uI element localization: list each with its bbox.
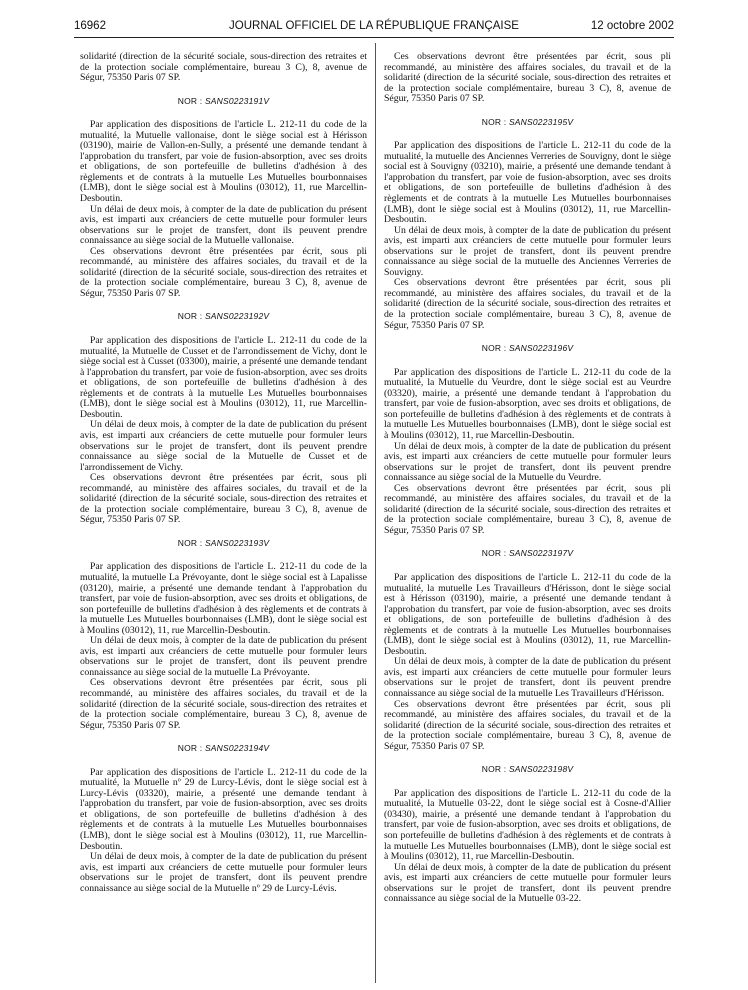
- notice-paragraph: Un délai de deux mois, à compter de la date de publication du présent avis, est imparti aux créanciers de cette mutuelle pour formuler leurs observations sur le projet de transfert, dont ils peuvent prendre connaissance au siège social de la Mutuelle 03-22.: [384, 861, 671, 905]
- notice-paragraph: Un délai de deux mois, à compter de la date de publication du présent avis, est imparti aux créanciers de cette mutuelle pour formuler leurs observations sur le projet de transfert, dont ils peuvent prendre connaissance au siège social de la mutuelle Les Travailleurs d'Hérisson.: [384, 656, 671, 699]
- nor-reference: [384, 764, 671, 775]
- nor-prefix: NOR :: [177, 95, 205, 106]
- nor-code: SANS0223195V: [508, 116, 574, 127]
- nor-reference: [384, 548, 671, 559]
- notice-paragraph: Par application des dispositions de l'article L. 212-11 du code de la mutualité, la Mutuelle 03-22, dont le siège social est à Cosne-d'Allier (03430), mairie, a présenté une demande tendant à l'approbation du transfert, par voie de fusion-absorption, avec ses droits et obligations, de son portefeuille de bulletins d'adhésion à des règlements et de contrats à la mutuelle Les Mutuelles bourbonnaises (LMB), dont le siège social est à Moulins (03012), 11, rue Marcellin-Desboutin.: [384, 787, 671, 863]
- nor-code: SANS0223196V: [508, 343, 574, 354]
- notice-paragraph: Un délai de deux mois, à compter de la date de publication du présent avis, est imparti aux créanciers de cette mutuelle pour formuler leurs observations sur le projet de transfert, dont ils peuvent prendre connaissance au siège social de la mutuelle des Anciennes Verreries de Souvigny.: [384, 224, 671, 278]
- nor-code: SANS0223192V: [204, 311, 270, 322]
- notice-paragraph: Par application des dispositions de l'article L. 212-11 du code de la mutualité, la Mutuelle de Cusset et de l'arrondissement de Vichy, dont le siège social est à Cusset (03300), mairie, a présenté une demande tendant à l'approbation du transfert, par voie de fusion-absorption, avec ses droits et obligations, de son portefeuille de bulletins d'adhésion à des règlements et de contrats à la mutuelle Les Mutuelles bourbonnaises (LMB), dont le siège social est à Moulins (03012), 11, rue Marcellin-Desboutin.: [80, 335, 367, 420]
- continued-paragraph: solidarité (direction de la sécurité sociale, sous-direction des retraites et de la protection sociale complémentaire, bureau 3 C), 8, avenue de Ségur, 75350 Paris 07 SP.: [80, 51, 367, 84]
- nor-prefix: NOR :: [481, 548, 509, 559]
- notice-paragraph: Un délai de deux mois, à compter de la date de publication du présent avis, est imparti aux créanciers de cette mutuelle pour formuler leurs observations sur le projet de transfert, dont ils peuvent prendre connaissance au siège social de la Mutuelle nº 29 de Lurcy-Lévis.: [80, 851, 367, 894]
- column-divider: [375, 43, 376, 983]
- left-column: [80, 52, 367, 894]
- continued-paragraph: Ces observations devront être présentées par écrit, sous pli recommandé, au ministère des affaires sociales, du travail et de la solidarité (direction de la sécurité sociale, sous-direction des retraites et de la protection sociale complémentaire, bureau 3 C), 8, avenue de Ségur, 75350 Paris 07 SP.: [384, 51, 671, 105]
- page-header: [74, 20, 674, 38]
- nor-code: SANS0223194V: [204, 743, 270, 754]
- notice-paragraph: Par application des dispositions de l'article L. 212-11 du code de la mutualité, la mutuelle La Prévoyante, dont le siège social est à Lapalisse (03120), mairie, a présenté une demande tendant à l'approbation du transfert, par voie de fusion-absorption, avec ses droits et obligations, de son portefeuille de bulletins d'adhésion à des règlements et de contrats à la mutuelle Les Mutuelles bourbonnaises (LMB), dont le siège social est à Moulins (03012), 11, rue Marcellin-Desboutin.: [80, 561, 367, 636]
- journal-title: JOURNAL OFFICIEL DE LA RÉPUBLIQUE FRANÇAISE: [229, 20, 519, 32]
- nor-reference: [80, 743, 367, 754]
- nor-prefix: NOR :: [481, 116, 509, 127]
- notice-paragraph: Par application des dispositions de l'article L. 212-11 du code de la mutualité, la mutuelle des Anciennes Verreries de Souvigny, dont le siège social est à Souvigny (03210), mairie, a présenté une demande tendant à l'approbation du transfert, par voie de fusion-absorption, avec ses droits et obligations, de son portefeuille de bulletins d'adhésion à des règlements et de contrats à la mutuelle Les Mutuelles bourbonnaises (LMB), dont le siège social est à Moulins (03012), 11, rue Marcellin-Desboutin.: [384, 140, 671, 226]
- notice-paragraph: Ces observations devront être présentées par écrit, sous pli recommandé, au ministère des affaires sociales, du travail et de la solidarité (direction de la sécurité sociale, sous-direction des retraites et de la protection sociale complémentaire, bureau 3 C), 8, avenue de Ségur, 75350 Paris 07 SP.: [384, 698, 671, 752]
- nor-prefix: NOR :: [177, 311, 205, 322]
- notice-paragraph: Un délai de deux mois, à compter de la date de publication du présent avis, est imparti aux créanciers de cette mutuelle pour formuler leurs observations sur le projet de transfert, dont ils peuvent prendre connaissance au siège social de la Mutuelle du Veurdre.: [384, 440, 671, 484]
- nor-code: SANS0223197V: [508, 548, 574, 559]
- nor-code: SANS0223198V: [508, 764, 574, 775]
- notice-paragraph: Ces observations devront être présentées par écrit, sous pli recommandé, au ministère des affaires sociales, du travail et de la solidarité (direction de la sécurité sociale, sous-direction des retraites et de la protection sociale complémentaire, bureau 3 C), 8, avenue de Ségur, 75350 Paris 07 SP.: [80, 245, 367, 299]
- header-rule: [74, 37, 674, 38]
- nor-reference: [384, 343, 671, 354]
- nor-reference: [80, 311, 367, 322]
- notice-paragraph: Par application des dispositions de l'article L. 212-11 du code de la mutualité, la Mutuelle vallonaise, dont le siège social est à Hérisson (03190), mairie de Vallon-en-Sully, a présenté une demande tendant à l'approbation du transfert, par voie de fusion-absorption, avec ses droits et obligations, de son portefeuille de bulletins d'adhésion à des règlements et de contrats à la mutuelle Les Mutuelles bourbonnaises (LMB), dont le siège social est à Moulins (03012), 11, rue Marcellin-Desboutin.: [80, 119, 367, 205]
- right-column: [384, 52, 671, 905]
- notice-paragraph: Ces observations devront être présentées par écrit, sous pli recommandé, au ministère des affaires sociales, du travail et de la solidarité (direction de la sécurité sociale, sous-direction des retraites et de la protection sociale complémentaire, bureau 3 C), 8, avenue de Ségur, 75350 Paris 07 SP.: [80, 472, 367, 526]
- issue-date: 12 octobre 2002: [590, 20, 674, 32]
- notice-paragraph: Par application des dispositions de l'article L. 212-11 du code de la mutualité, la Mutuelle nº 29 de Lurcy-Lévis, dont le siège social est à Lurcy-Lévis (03320), mairie, a présenté une demande tendant à l'approbation du transfert, par voie de fusion-absorption, avec ses droits et obligations, de son portefeuille de bulletins d'adhésion à des règlements et de contrats à la mutuelle Les Mutuelles bourbonnaises (LMB), dont le siège social est à Moulins (03012), 11, rue Marcellin-Desboutin.: [80, 766, 367, 852]
- notice-paragraph: Par application des dispositions de l'article L. 212-11 du code de la mutualité, la Mutuelle du Veurdre, dont le siège social est au Veurdre (03320), mairie, a présenté une demande tendant à l'approbation du transfert, par voie de fusion-absorption, avec ses droits et obligations, de son portefeuille de bulletins d'adhésion à des règlements et de contrats à la mutuelle Les Mutuelles bourbonnaises (LMB), dont le siège social est à Moulins (03012), 11, rue Marcellin-Desboutin.: [384, 366, 671, 441]
- notice-paragraph: Un délai de deux mois, à compter de la date de publication du présent avis, est imparti aux créanciers de cette mutuelle pour formuler leurs observations sur le projet de transfert, dont ils peuvent prendre connaissance au siège social de la mutuelle La Prévoyante.: [80, 635, 367, 678]
- notice-paragraph: Par application des dispositions de l'article L. 212-11 du code de la mutualité, la mutuelle Les Travailleurs d'Hérisson, dont le siège social est à Hérisson (03190), mairie, a présenté une demande tendant à l'approbation du transfert, par voie de fusion-absorption, avec ses droits et obligations, de son portefeuille de bulletins d'adhésion à des règlements et de contrats à la mutuelle Les Mutuelles bourbonnaises (LMB), dont le siège social est à Moulins (03012), 11, rue Marcellin-Desboutin.: [384, 571, 671, 657]
- nor-prefix: NOR :: [481, 343, 509, 354]
- nor-reference: [80, 538, 367, 549]
- notice-paragraph: Ces observations devront être présentées par écrit, sous pli recommandé, au ministère des affaires sociales, du travail et de la solidarité (direction de la sécurité sociale, sous-direction des retraites et de la protection sociale complémentaire, bureau 3 C), 8, avenue de Ségur, 75350 Paris 07 SP.: [80, 677, 367, 731]
- notice-paragraph: Un délai de deux mois, à compter de la date de publication du présent avis, est imparti aux créanciers de cette mutuelle pour formuler leurs observations sur le projet de transfert, dont ils peuvent prendre connaissance au siège social de la Mutuelle vallonaise.: [80, 203, 367, 247]
- nor-code: SANS0223193V: [204, 537, 270, 548]
- notice-paragraph: Ces observations devront être présentées par écrit, sous pli recommandé, au ministère des affaires sociales, du travail et de la solidarité (direction de la sécurité sociale, sous-direction des retraites et de la protection sociale complémentaire, bureau 3 C), 8, avenue de Ségur, 75350 Paris 07 SP.: [384, 482, 671, 536]
- page-number: 16962: [74, 20, 106, 32]
- nor-prefix: NOR :: [177, 743, 205, 754]
- nor-prefix: NOR :: [481, 764, 509, 775]
- nor-reference: [384, 117, 671, 128]
- nor-prefix: NOR :: [177, 537, 205, 548]
- notice-paragraph: Un délai de deux mois, à compter de la date de publication du présent avis, est imparti aux créanciers de cette mutuelle pour formuler leurs observations sur le projet de transfert, dont ils peuvent prendre connaissance au siège social de la Mutuelle de Cusset et de l'arrondissement de Vichy.: [80, 419, 367, 473]
- notice-paragraph: Ces observations devront être présentées par écrit, sous pli recommandé, au ministère des affaires sociales, du travail et de la solidarité (direction de la sécurité sociale, sous-direction des retraites et de la protection sociale complémentaire, bureau 3 C), 8, avenue de Ségur, 75350 Paris 07 SP.: [384, 277, 671, 331]
- nor-reference: [80, 96, 367, 107]
- nor-code: SANS0223191V: [204, 95, 270, 106]
